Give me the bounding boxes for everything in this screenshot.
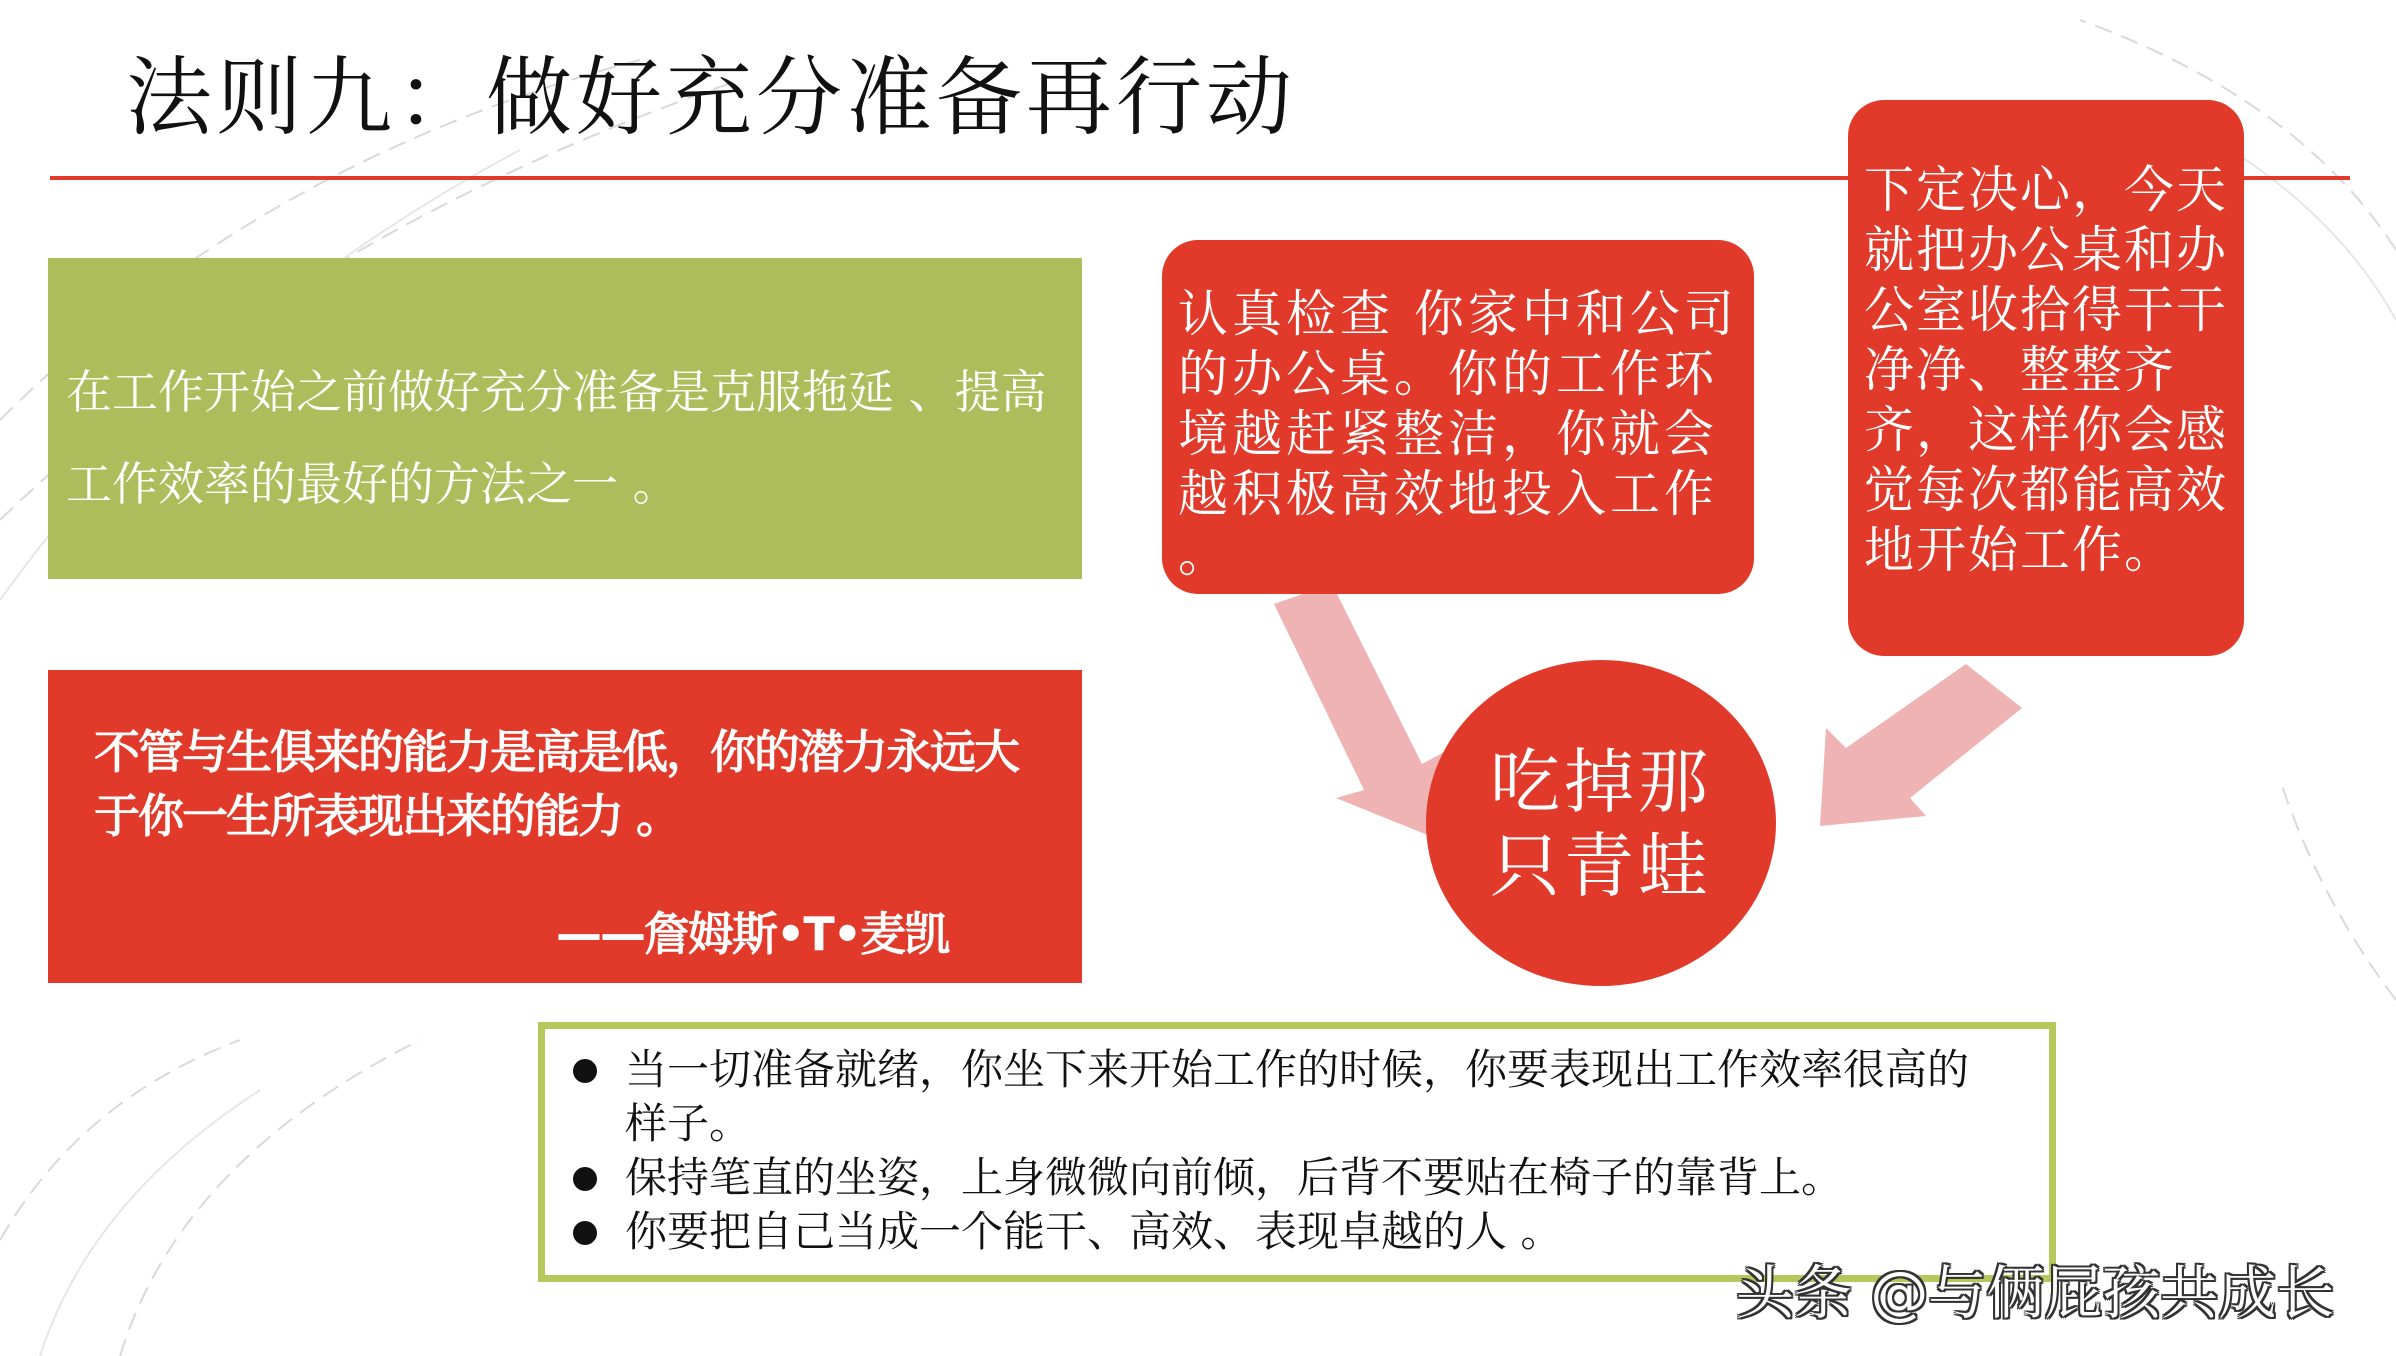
circle-line-1: 吃掉那 xyxy=(1490,741,1712,823)
bullet-item xyxy=(569,1151,2009,1205)
quote-author: ——詹姆斯•T•麦凯 xyxy=(556,907,949,961)
desk-check-card xyxy=(1162,240,1754,594)
bullet-icon xyxy=(573,1059,597,1083)
green-panel-text: 在工作开始之前做好充分准备是克服拖延 、提高工作效率的最好的方法之一 。 xyxy=(66,365,1047,511)
bullet-panel xyxy=(538,1022,2056,1282)
bullet-icon xyxy=(573,1167,597,1191)
desk-check-text: 认真检查 你家中和公司的办公桌。你的工作环境越赶紧整洁，你就会越积极高效地投入工作 。 xyxy=(1178,285,1738,583)
quote-text: 不管与生俱来的能力是高是低，你的潜力永远大于你一生所表现出来的能力 。 xyxy=(94,725,1018,843)
left-arrow-icon xyxy=(1274,584,1448,836)
circle-text xyxy=(1426,740,1776,908)
bullet-item-text: 当一切准备就绪，你坐下来开始工作的时候，你要表现出工作效率很高的样子。 xyxy=(625,1045,1970,1148)
slide-title: 法则九：做好充分准备再行动 xyxy=(126,48,1296,148)
right-arrow-icon xyxy=(1820,664,2022,826)
resolve-card xyxy=(1848,100,2244,656)
circle-line-2: 只青蛙 xyxy=(1490,825,1712,907)
bullet-item-text: 你要把自己当成一个能干、高效、表现卓越的人 。 xyxy=(625,1207,1563,1256)
bullet-item-text: 保持笔直的坐姿，上身微微向前倾，后背不要贴在椅子的靠背上。 xyxy=(625,1153,1844,1202)
bullet-list xyxy=(569,1043,2009,1259)
eat-the-frog-circle xyxy=(1426,660,1776,986)
bullet-icon xyxy=(573,1221,597,1245)
resolve-text: 下定决心，今天就把办公桌和办公室收拾得干干净净、整整齐齐，这样你会感觉每次都能高效地开始工作。 xyxy=(1864,161,2228,579)
watermark: 头条 @与俩屁孩共成长 xyxy=(1736,1259,2335,1327)
bullet-item xyxy=(569,1043,2009,1151)
